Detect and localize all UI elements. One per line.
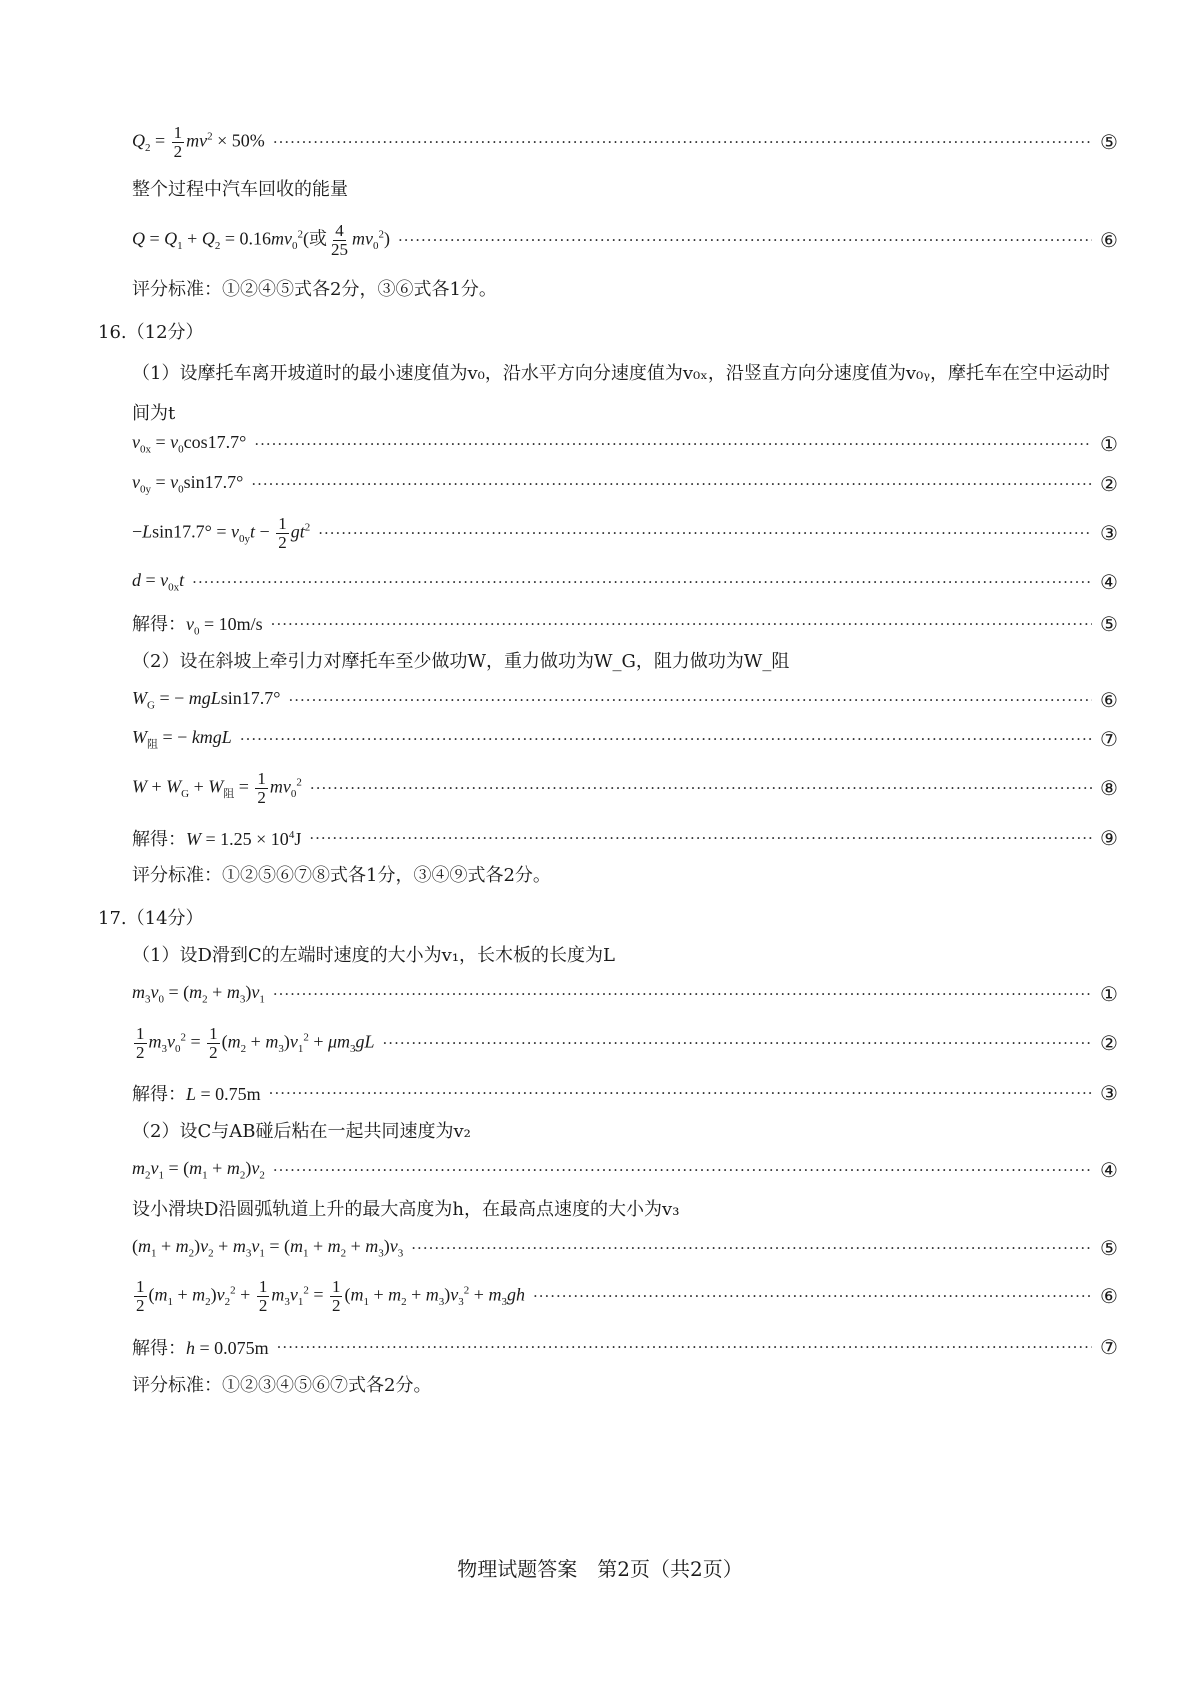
- paragraph: 设小滑块D沿圆弧轨道上升的最大高度为h，在最高点速度的大小为v₃: [132, 1199, 680, 1220]
- leader-dots: [398, 231, 1092, 249]
- equation-row: [132, 432, 1120, 456]
- equation-number: ②: [1100, 1031, 1118, 1056]
- equation: $W_G$ = − mgLsin17.7°: [132, 688, 281, 712]
- leader-dots: [383, 1034, 1092, 1052]
- equation: 解得：$v_0 = 10m/s$: [132, 614, 263, 638]
- equation-row: [132, 1158, 1120, 1182]
- leader-dots: [192, 573, 1092, 591]
- equation-number: ⑦: [1100, 1335, 1118, 1359]
- equation-number: ②: [1100, 472, 1118, 496]
- equation-row: [132, 610, 1120, 638]
- equation-row: [132, 472, 1120, 496]
- equation: $-Lsin17.7^\circ = v_{0y}t$ − $\frac{1}{2}$ $gt^2$: [132, 514, 311, 552]
- equation-row: [132, 1278, 1120, 1315]
- equation-number: ⑤: [1100, 130, 1118, 155]
- equation-row: [132, 1334, 1120, 1360]
- scoring-standard: 评分标准：①②⑤⑥⑦⑧式各1分，③④⑨式各2分。: [132, 865, 551, 886]
- leader-dots: [254, 435, 1092, 453]
- equation: $W_阻$ = − kmgL: [132, 727, 232, 751]
- leader-dots: [411, 1239, 1092, 1257]
- equation-number: ④: [1100, 1158, 1118, 1182]
- equation-number: ①: [1100, 432, 1118, 456]
- question-number: 16.（12分）: [98, 322, 204, 343]
- paragraph: （2）设在斜坡上牵引力对摩托车至少做功W，重力做功为W_G，阻力做功为W_阻: [132, 651, 790, 672]
- equation: $m_2v_1 = (m_1 + m_2)v_2$: [132, 1158, 265, 1182]
- equation: $v_{0y} = v_0\sin 17.7^\circ$: [132, 472, 244, 496]
- equation-row: [132, 124, 1120, 161]
- equation-number: ⑤: [1100, 611, 1118, 636]
- equation-number: ⑥: [1100, 228, 1118, 253]
- equation-row: [132, 770, 1120, 807]
- equation-number: ④: [1100, 570, 1118, 594]
- equation: 解得：h = 0.075m: [132, 1338, 269, 1358]
- equation-number: ⑦: [1100, 727, 1118, 752]
- equation-number: ⑥: [1100, 688, 1118, 712]
- equation: $Q = Q_1 + Q_2 = 0.16mv_0^2$(或 $\frac{4}{25}$ $mv_0^2$): [132, 221, 390, 259]
- leader-dots: [310, 779, 1092, 797]
- equation: $v_{0x} = v_0\cos 17.7^\circ$: [132, 432, 247, 456]
- leader-dots: [273, 985, 1092, 1003]
- equation-row: [132, 1025, 1120, 1062]
- leader-dots: [289, 691, 1093, 709]
- equation-row: [132, 222, 1120, 259]
- scoring-standard: 评分标准：①②④⑤式各2分，③⑥式各1分。: [132, 279, 497, 300]
- equation-number: ⑥: [1100, 1284, 1118, 1309]
- equation: $m_3v_0 = (m_2 + m_3)v_1$: [132, 982, 265, 1006]
- equation-row: [132, 1236, 1120, 1260]
- equation: $W + W_G + W_阻$ = $\frac{1}{2}$ $mv_0^2$: [132, 769, 302, 807]
- equation-row: [132, 1080, 1120, 1106]
- equation-row: [132, 982, 1120, 1006]
- equation: $Q_2$ = $\frac{1}{2}$ $mv^2 \times 50\%$: [132, 123, 265, 161]
- question-number: 17.（14分）: [98, 908, 204, 929]
- leader-dots: [269, 1084, 1092, 1102]
- equation: $(m_1 + m_2)v_2 + m_3v_1 = (m_1 + m_2 + m_3)v_3$: [132, 1236, 404, 1260]
- equation-row: [132, 727, 1120, 752]
- equation-number: ⑨: [1100, 826, 1118, 850]
- leader-dots: [271, 615, 1092, 633]
- scoring-standard: 评分标准：①②③④⑤⑥⑦式各2分。: [132, 1375, 432, 1396]
- equation-number: ①: [1100, 982, 1118, 1006]
- equation-number: ③: [1100, 521, 1118, 546]
- leader-dots: [240, 730, 1092, 748]
- equation-number: ⑧: [1100, 776, 1118, 801]
- leader-dots: [318, 524, 1092, 542]
- equation-row: [132, 515, 1120, 552]
- leader-dots: [309, 829, 1092, 847]
- paragraph: （1）设D滑到C的左端时速度的大小为v₁，长木板的长度为L: [132, 945, 615, 966]
- leader-dots: [273, 1161, 1092, 1179]
- leader-dots: [273, 133, 1092, 151]
- equation: $\frac{1}{2}$ $m_3v_0^2$ = $\frac{1}{2}$ $(m_2 + m_3)v_1^2 + \mu m_3gL$: [136, 1024, 375, 1062]
- equation-row: [132, 570, 1120, 594]
- equation-number: ⑤: [1100, 1236, 1118, 1260]
- paragraph: （1）设摩托车离开坡道时的最小速度值为v₀，沿水平方向分速度值为v₀ₓ，沿竖直方向分速度值为v₀ᵧ，摩托车在空中运动时间为t: [132, 363, 1111, 424]
- equation: 解得：L = 0.75m: [132, 1084, 261, 1104]
- equation: $\frac{1}{2}$ $(m_1 + m_2)v_2^2$ + $\frac{1}{2}$ $m_3v_1^2$ = $\frac{1}{2}$ $(m_1 + m_2 + m_3)v_3^2 + m_3gh$: [136, 1277, 525, 1315]
- leader-dots: [533, 1287, 1092, 1305]
- equation-row: [132, 688, 1120, 712]
- paragraph: 整个过程中汽车回收的能量: [132, 179, 348, 200]
- equation-number: ③: [1100, 1081, 1118, 1105]
- equation: $d = v_{0x}t$: [132, 570, 185, 594]
- leader-dots: [277, 1338, 1092, 1356]
- equation: 解得：$W = 1.25 \times 10^4J$: [132, 829, 302, 849]
- page-footer: 物理试题答案 第2页（共2页）: [457, 1557, 743, 1581]
- paragraph: （2）设C与AB碰后粘在一起共同速度为v₂: [132, 1121, 471, 1142]
- equation-row: [132, 825, 1120, 851]
- leader-dots: [251, 475, 1092, 493]
